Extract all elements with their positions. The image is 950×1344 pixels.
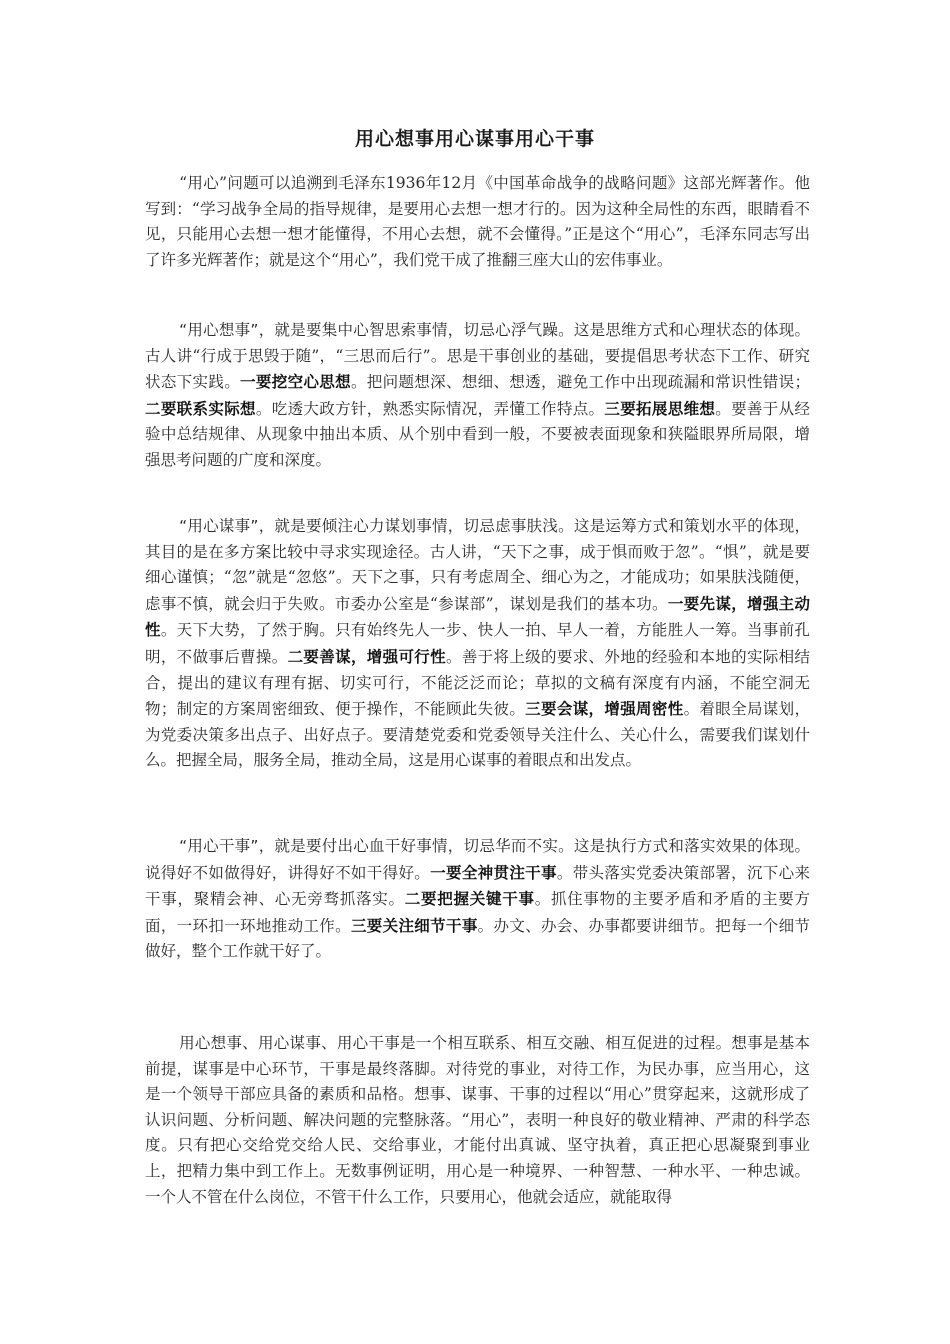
paragraph-text: 这是执行方式和落实效果的体现。说得好不如做得好，讲得好不如干得好。 — [145, 837, 810, 882]
paragraph-lead: “用心谋事”，就是要倾注心力谋划事情，切忌虑事肤浅。 — [179, 517, 574, 535]
key-point: 一要先谋，增强主动性 — [145, 593, 810, 640]
paragraph-lead: “用心想事”，就是要集中心智思索事情，切忌心浮气躁。 — [179, 321, 574, 339]
page-title: 用心想事用心谋事用心干事 — [354, 128, 595, 150]
paragraph-text: 。天下大势，了然于胸。只有始终先人一步、快人一拍、早人一着，方能胜人一筹。当事前孔明，不做事后曹操。 — [145, 621, 810, 666]
key-point: 二要把握关键干事 — [404, 889, 535, 909]
paragraph-doing — [145, 834, 810, 965]
paragraph-text: 。要善于从经验中总结规律、从现象中抽出本质、从个别中看到一般，不要被表面现象和狭隘眼界所局限，增强思考问题的广度和深度。 — [145, 399, 810, 469]
key-point: 三要关注细节干事 — [350, 915, 478, 935]
paragraph-text: “用心”问题可以追溯到毛泽东1936年12月《中国革命战争的战略问题》这部光辉著作。他写到：“学习战争全局的指导规律，是要用心去想一想才行的。因为这种全局性的东西，眼睛看不见，只能用心去想一想才能懂得，不用心去想，就不会懂得。”正是这个“用心”，毛泽东同志写出了许多光辉著作；就是这个“用心”，我们党干成了推翻三座大山的宏伟事业。 — [145, 174, 810, 269]
paragraph-text: 。办文、办会、办事都要讲细节。把每一个细节做好，整个工作就干好了。 — [145, 916, 810, 961]
paragraph-thinking — [145, 318, 810, 474]
paragraph-text: 。带头落实党委决策部署，沉下心来干事，聚精会神、心无旁骛抓落实。 — [145, 863, 810, 909]
key-point: 二要联系实际想 — [145, 398, 256, 418]
paragraph-text: 这是运筹方式和策划水平的体现，其目的是在多方案比较中寻求实现途径。古人讲，“天下之事，成于惧而败于忽”。“惧”，就是要细心谨慎；“忽”就是“忽悠”。天下之事，只有考虑周全、细心为之，才能成功；如果肤浅随便，虑事不慎，就会归于失败。市委办公室是“参谋部”，谋划是我们的基本功。 — [145, 517, 810, 613]
key-point: 二要善谋，增强可行性 — [287, 646, 446, 666]
paragraph-text: 用心想事、用心谋事、用心干事是一个相互联系、相互交融、相互促进的过程。想事是基本前提，谋事是中心环节，干事是最终落脚。对待党的事业，对待工作，为民办事，应当用心，这是一个领导干部应具备的素质和品格。想事、谋事、干事的过程以“用心”贯穿起来，这就形成了认识问题、分析问题、解决问题的完整脉落。“用心”，表明一种良好的敬业精神、严肃的科学态度。只有把心交给党交给人民、交给事业，才能付出真诚、坚守执着，真正把心思凝聚到事业上，把精力集中到工作上。无数事例证明，用心是一种境界、一种智慧、一种水平、一种忠诚。一个人不管在什么岗位，不管干什么工作，只要用心，他就会适应，就能取得 — [145, 1034, 810, 1206]
conclusion-paragraph — [145, 1031, 810, 1210]
paragraph-text: 。吃透大政方针，熟悉实际情况，弄懂工作特点。 — [255, 399, 605, 418]
paragraph-text: 这是思维方式和心理状态的体现。古人讲“行成于思毁于随”，“三思而后行”。思是干事创业的基础，要提倡思考状态下工作、研究状态下实践。 — [145, 321, 810, 392]
paragraph-text: 。抓住事物的主要矛盾和矛盾的主要方面，一环扣一环地推动工作。 — [145, 890, 810, 935]
key-point: 一要挖空心思想 — [240, 372, 351, 392]
key-point: 三要拓展思维想 — [604, 398, 716, 418]
paragraph-text: 。把问题想深、想细、想透，避免工作中出现疏漏和常识性错误； — [350, 373, 810, 392]
intro-paragraph — [145, 171, 810, 273]
key-point: 三要会谋，增强周密性 — [525, 699, 684, 719]
paragraph-lead: “用心干事”，就是要付出心血干好事情，切忌华而不实。 — [179, 837, 574, 855]
paragraph-planning — [145, 514, 810, 774]
key-point: 一要全神贯注干事 — [430, 862, 557, 882]
paragraph-text: 。着眼全局谋划，为党委决策多出点子、出好点子。要清楚党委和党委领导关注什么、关心什么，需要我们谋划什么。把握全局，服务全局，推动全局，这是用心谋事的着眼点和出发点。 — [145, 700, 810, 770]
paragraph-text: 。善于将上级的要求、外地的经验和本地的实际相结合，提出的建议有理有据、切实可行，不能泛泛而论；草拟的文稿有深度有内涵，不能空洞无物；制定的方案周密细致、便于操作，不能顾此失彼。 — [145, 647, 810, 719]
